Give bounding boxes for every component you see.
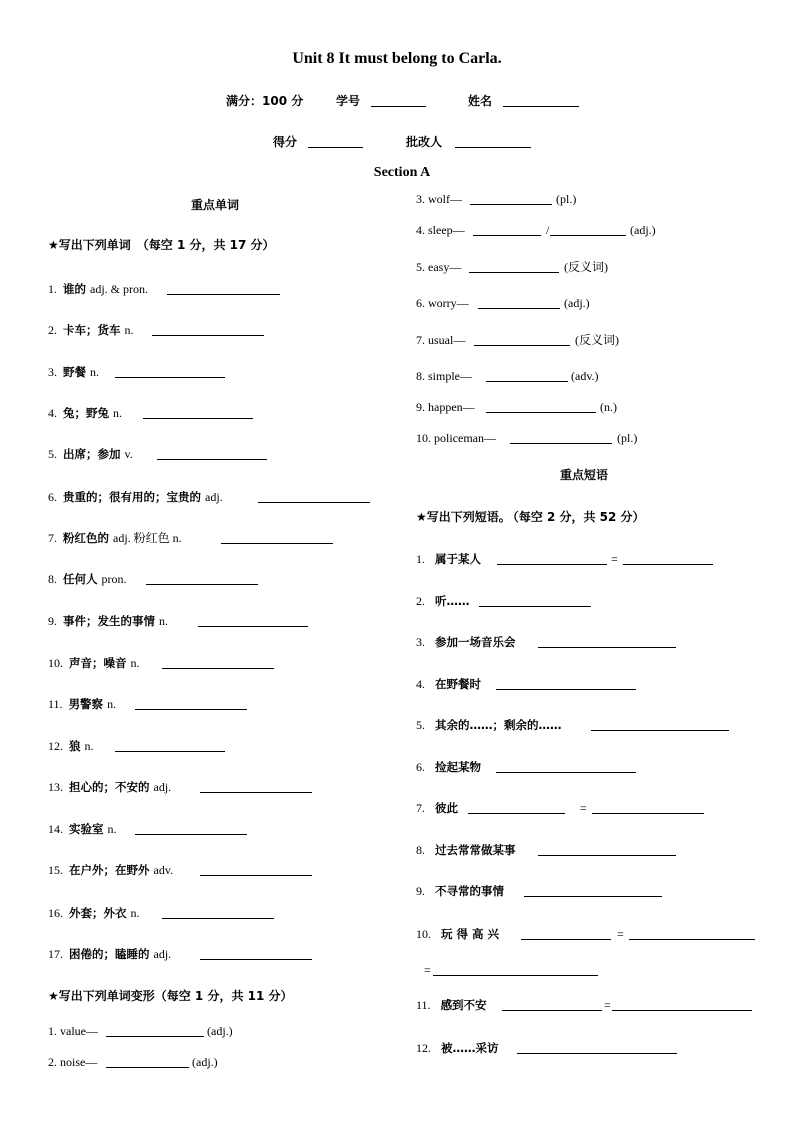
vocab-item-pos: n. bbox=[130, 656, 140, 670]
phrase-item bbox=[416, 677, 481, 691]
vocab-item bbox=[48, 947, 171, 961]
answer-blank[interactable] bbox=[591, 719, 729, 731]
phrase-item-chinese: 被……采访 bbox=[441, 1041, 499, 1055]
vocab-item-pos: n. bbox=[90, 365, 99, 379]
word-form-type: (反义词) bbox=[564, 260, 608, 274]
answer-blank[interactable] bbox=[517, 1042, 677, 1054]
vocab-item-pos: n. bbox=[159, 614, 168, 628]
answer-blank[interactable] bbox=[479, 595, 591, 607]
phrase-item-chinese: 属于某人 bbox=[435, 552, 481, 566]
answer-blank[interactable] bbox=[474, 334, 570, 346]
answer-blank[interactable] bbox=[486, 401, 596, 413]
equals-sign: = bbox=[617, 927, 624, 941]
phrase-item-number: 8. bbox=[416, 843, 425, 857]
answer-blank[interactable] bbox=[115, 366, 225, 378]
vocab-item-number: 3. bbox=[48, 365, 57, 379]
name-blank[interactable] bbox=[503, 95, 579, 107]
answer-blank[interactable] bbox=[612, 999, 752, 1011]
vocab-item bbox=[48, 531, 182, 545]
section-heading: Section A bbox=[373, 165, 431, 180]
vocab-item bbox=[48, 614, 168, 628]
word-form-type: (pl.) bbox=[617, 431, 638, 445]
answer-blank[interactable] bbox=[496, 761, 636, 773]
equals-sign: = bbox=[611, 552, 618, 566]
vocab-instruction bbox=[48, 238, 275, 252]
vocab-item-number: 9. bbox=[48, 614, 57, 628]
word-form-item: 6. worry— bbox=[416, 296, 469, 310]
answer-blank[interactable] bbox=[221, 532, 333, 544]
vocab-item-pos: n. bbox=[130, 906, 140, 920]
phrases-instruction bbox=[416, 510, 645, 524]
answer-blank[interactable] bbox=[623, 553, 713, 565]
answer-blank[interactable] bbox=[521, 928, 611, 940]
word-form-type: (adj.) bbox=[630, 223, 656, 237]
equals-sign: = bbox=[604, 998, 611, 1012]
vocab-item-number: 12. bbox=[48, 739, 63, 753]
vocab-item-number: 15. bbox=[48, 863, 63, 877]
vocab-item-pos: n. bbox=[113, 406, 122, 420]
answer-blank[interactable] bbox=[550, 224, 626, 236]
phrase-item bbox=[416, 998, 487, 1012]
phrase-item bbox=[416, 1041, 499, 1055]
phrase-item-number: 10. bbox=[416, 927, 431, 941]
answer-blank[interactable] bbox=[200, 948, 312, 960]
phrase-item bbox=[416, 801, 458, 815]
vocab-item-pos: adj. 粉红色 n. bbox=[113, 531, 182, 545]
vocab-item-number: 4. bbox=[48, 406, 57, 420]
phrase-item bbox=[416, 594, 470, 608]
grader-blank[interactable] bbox=[455, 136, 531, 148]
phrase-item-number: 6. bbox=[416, 760, 425, 774]
answer-blank[interactable] bbox=[538, 844, 676, 856]
word-form-item: 10. policeman— bbox=[416, 431, 496, 445]
answer-blank[interactable] bbox=[146, 573, 258, 585]
vocab-item-pos: n. bbox=[107, 822, 117, 836]
vocab-instruction-score: （每空 1 分，共 17 分） bbox=[136, 238, 275, 252]
answer-blank[interactable] bbox=[162, 657, 274, 669]
phrases-heading: 重点短语 bbox=[560, 468, 609, 482]
answer-blank[interactable] bbox=[524, 885, 662, 897]
phrase-item-number: 4. bbox=[416, 677, 425, 691]
answer-blank[interactable] bbox=[135, 698, 247, 710]
vocab-item bbox=[48, 323, 134, 337]
vocab-item bbox=[48, 780, 171, 794]
phrase-item-chinese: 在野餐时 bbox=[435, 677, 481, 691]
answer-blank[interactable] bbox=[470, 193, 552, 205]
vocab-item-number: 14. bbox=[48, 822, 63, 836]
vocab-item-number: 11. bbox=[48, 697, 63, 711]
vocab-item-chinese: 兔；野兔 bbox=[63, 406, 109, 420]
answer-blank[interactable] bbox=[486, 370, 568, 382]
answer-blank[interactable] bbox=[510, 432, 612, 444]
phrase-item-chinese: 玩 得 高 兴 bbox=[441, 927, 500, 941]
vocab-item-pos: adv. bbox=[153, 863, 174, 877]
vocab-item-pos: adj. bbox=[205, 490, 223, 504]
word-form-type: (adv.) bbox=[571, 369, 599, 383]
vocab-item-pos: v. bbox=[124, 447, 133, 461]
student-no-blank[interactable] bbox=[371, 95, 426, 107]
phrase-item-number: 5. bbox=[416, 718, 425, 732]
vocab-item-chinese: 贵重的；很有用的；宝贵的 bbox=[63, 490, 201, 504]
answer-blank[interactable] bbox=[115, 740, 225, 752]
forms-instruction: ★写出下列单词变形（每空 1 分，共 11 分） bbox=[48, 989, 293, 1003]
word-form-item: 4. sleep— bbox=[416, 223, 465, 237]
word-form-item: 1. value— bbox=[48, 1024, 98, 1038]
answer-blank[interactable] bbox=[497, 553, 607, 565]
answer-blank[interactable] bbox=[469, 261, 559, 273]
vocab-item-pos: n. bbox=[124, 323, 134, 337]
phrase-item-chinese: 感到不安 bbox=[440, 998, 487, 1012]
vocab-item-chinese: 野餐 bbox=[63, 365, 86, 379]
phrase-item bbox=[416, 552, 481, 566]
vocab-item-chinese: 任何人 bbox=[63, 572, 98, 586]
vocab-instruction-star: ★写出下列单词 bbox=[48, 238, 131, 252]
vocab-item-number: 2. bbox=[48, 323, 57, 337]
answer-blank[interactable] bbox=[502, 999, 602, 1011]
vocab-item bbox=[48, 697, 116, 711]
score-blank[interactable] bbox=[308, 136, 363, 148]
phrases-instruction-score: （每空 2 分，共 52 分） bbox=[512, 510, 645, 524]
vocab-item bbox=[48, 906, 140, 920]
answer-blank[interactable] bbox=[473, 224, 541, 236]
phrase-item bbox=[416, 884, 504, 898]
answer-blank[interactable] bbox=[198, 615, 308, 627]
phrase-item-number: 2. bbox=[416, 594, 425, 608]
score-label: 得分 bbox=[273, 135, 298, 149]
answer-blank[interactable] bbox=[433, 964, 598, 976]
vocab-item-number: 1. bbox=[48, 282, 57, 296]
vocab-item-chinese: 在户外；在野外 bbox=[69, 863, 150, 877]
word-form-item: 2. noise— bbox=[48, 1055, 98, 1069]
phrase-item-chinese: 过去常常做某事 bbox=[435, 843, 516, 857]
phrase-item bbox=[416, 718, 562, 732]
vocab-item bbox=[48, 739, 94, 753]
vocab-item bbox=[48, 406, 122, 420]
answer-blank[interactable] bbox=[629, 928, 755, 940]
vocab-item-pos: adj. & pron. bbox=[90, 282, 148, 296]
answer-blank[interactable] bbox=[200, 781, 312, 793]
vocab-item-pos: n. bbox=[84, 739, 94, 753]
vocab-item-chinese: 声音；噪音 bbox=[69, 656, 127, 670]
phrase-item bbox=[416, 927, 499, 941]
vocab-item-chinese: 实验室 bbox=[69, 822, 104, 836]
vocab-item-number: 13. bbox=[48, 780, 63, 794]
vocab-item-pos: pron. bbox=[101, 572, 127, 586]
answer-blank[interactable] bbox=[152, 324, 264, 336]
phrase-item-number: 11. bbox=[416, 998, 431, 1012]
vocab-item-number: 8. bbox=[48, 572, 57, 586]
vocab-item-chinese: 出席；参加 bbox=[63, 447, 121, 461]
phrases-instruction-star: ★写出下列短语。 bbox=[416, 510, 511, 524]
phrase-item-number: 3. bbox=[416, 635, 425, 649]
word-form-type: (adj.) bbox=[207, 1024, 233, 1038]
phrase-item-number: 9. bbox=[416, 884, 425, 898]
word-form-item: 3. wolf— bbox=[416, 192, 462, 206]
vocab-item-chinese: 困倦的；瞌睡的 bbox=[69, 947, 150, 961]
vocab-item-number: 10. bbox=[48, 656, 63, 670]
vocab-item-chinese: 粉红色的 bbox=[63, 531, 109, 545]
page-title: Unit 8 It must belong to Carla. bbox=[292, 50, 502, 67]
vocab-item-chinese: 男警察 bbox=[68, 697, 104, 711]
answer-blank[interactable] bbox=[468, 802, 565, 814]
vocab-item-number: 6. bbox=[48, 490, 57, 504]
vocab-item-chinese: 卡车；货车 bbox=[63, 323, 121, 337]
answer-blank[interactable] bbox=[162, 907, 274, 919]
vocab-item-number: 16. bbox=[48, 906, 63, 920]
vocab-item-number: 7. bbox=[48, 531, 57, 545]
answer-blank[interactable] bbox=[135, 823, 247, 835]
phrase-item bbox=[416, 843, 516, 857]
answer-blank[interactable] bbox=[106, 1056, 189, 1068]
phrase-item-chinese: 捡起某物 bbox=[435, 760, 481, 774]
phrase-item-chinese: 其余的……；剩余的…… bbox=[435, 718, 562, 732]
word-form-type: (n.) bbox=[600, 400, 617, 414]
answer-blank[interactable] bbox=[200, 864, 312, 876]
equals-sign: = bbox=[424, 963, 431, 977]
vocab-item bbox=[48, 572, 127, 586]
vocab-item-pos: adj. bbox=[153, 947, 172, 961]
answer-blank[interactable] bbox=[496, 678, 636, 690]
vocab-item-chinese: 事件；发生的事情 bbox=[63, 614, 155, 628]
vocab-item bbox=[48, 365, 99, 379]
phrase-item bbox=[416, 635, 516, 649]
word-form-type: (adj.) bbox=[564, 296, 590, 310]
vocab-item-number: 5. bbox=[48, 447, 57, 461]
answer-blank[interactable] bbox=[538, 636, 676, 648]
answer-blank[interactable] bbox=[592, 802, 704, 814]
answer-blank[interactable] bbox=[157, 448, 267, 460]
answer-blank[interactable] bbox=[143, 407, 253, 419]
vocab-item bbox=[48, 863, 173, 877]
answer-blank[interactable] bbox=[167, 283, 280, 295]
word-form-type: (反义词) bbox=[575, 333, 619, 347]
vocab-item-chinese: 外套；外衣 bbox=[69, 906, 127, 920]
word-form-type: (adj.) bbox=[192, 1055, 218, 1069]
vocab-item bbox=[48, 447, 133, 461]
answer-blank[interactable] bbox=[106, 1025, 204, 1037]
word-form-item: 5. easy— bbox=[416, 260, 462, 274]
phrase-item-number: 7. bbox=[416, 801, 425, 815]
phrase-item-chinese: 听…… bbox=[435, 594, 470, 608]
word-form-type: (pl.) bbox=[556, 192, 577, 206]
vocab-item bbox=[48, 490, 223, 504]
vocab-item bbox=[48, 822, 117, 836]
vocab-item-pos: n. bbox=[107, 697, 117, 711]
word-form-item: 9. happen— bbox=[416, 400, 475, 414]
vocab-item-pos: adj. bbox=[153, 780, 172, 794]
word-form-item: 7. usual— bbox=[416, 333, 466, 347]
answer-blank[interactable] bbox=[478, 297, 560, 309]
student-no-label: 学号 bbox=[336, 94, 361, 108]
answer-blank[interactable] bbox=[258, 491, 370, 503]
vocab-item-chinese: 狼 bbox=[69, 739, 81, 753]
phrase-item-chinese: 不寻常的事情 bbox=[435, 884, 504, 898]
vocab-item-chinese: 谁的 bbox=[63, 282, 86, 296]
vocab-item bbox=[48, 656, 140, 670]
grader-label: 批改人 bbox=[406, 135, 443, 149]
word-form-item: 8. simple— bbox=[416, 369, 472, 383]
vocab-item-chinese: 担心的；不安的 bbox=[69, 780, 150, 794]
full-score-label: 满分：100 分 bbox=[226, 94, 304, 108]
name-label: 姓名 bbox=[468, 94, 493, 108]
vocab-item bbox=[48, 282, 148, 296]
phrase-item-chinese: 彼此 bbox=[435, 801, 458, 815]
phrase-item-number: 1. bbox=[416, 552, 425, 566]
phrase-item-chinese: 参加一场音乐会 bbox=[435, 635, 516, 649]
word-form-separator: / bbox=[546, 223, 550, 237]
vocab-item-number: 17. bbox=[48, 947, 63, 961]
phrase-item bbox=[416, 760, 481, 774]
vocab-heading: 重点单词 bbox=[191, 198, 240, 212]
equals-sign: = bbox=[580, 801, 587, 815]
phrase-item-number: 12. bbox=[416, 1041, 431, 1055]
